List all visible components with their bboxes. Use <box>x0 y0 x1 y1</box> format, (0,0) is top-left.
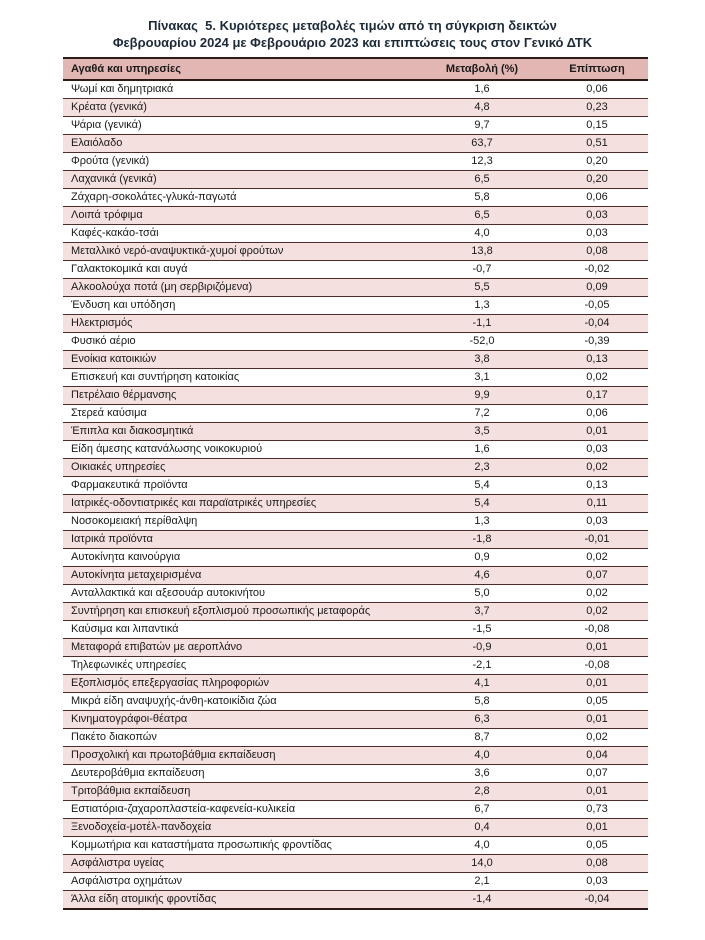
goods-cell: Φαρμακευτικά προϊόντα <box>63 477 418 495</box>
impact-cell: 0,01 <box>546 819 648 837</box>
change-cell: 3,1 <box>418 369 546 387</box>
change-cell: 7,2 <box>418 405 546 423</box>
goods-cell: Ψάρια (γενικά) <box>63 117 418 135</box>
table-body <box>63 80 648 909</box>
goods-cell: Αυτοκίνητα καινούργια <box>63 549 418 567</box>
page-title-line-2: Φεβρουαρίου 2024 με Φεβρουάριο 2023 και επιπτώσεις τους στον Γενικό ΔΤΚ <box>112 35 593 50</box>
impact-cell: 0,13 <box>546 477 648 495</box>
price-changes-table <box>63 57 648 910</box>
change-cell: 5,8 <box>418 693 546 711</box>
table-row <box>63 351 648 369</box>
goods-cell: Πετρέλαιο θέρμανσης <box>63 387 418 405</box>
table-row <box>63 729 648 747</box>
change-cell: -1,4 <box>418 891 546 910</box>
col-header-impact: Επίπτωση <box>546 58 648 80</box>
goods-cell: Δευτεροβάθμια εκπαίδευση <box>63 765 418 783</box>
goods-cell: Φυσικό αέριο <box>63 333 418 351</box>
col-header-goods: Αγαθά και υπηρεσίες <box>63 58 418 80</box>
table-row <box>63 171 648 189</box>
change-cell: 9,9 <box>418 387 546 405</box>
change-cell: 5,4 <box>418 477 546 495</box>
goods-cell: Άλλα είδη ατομικής φροντίδας <box>63 891 418 910</box>
goods-cell: Καύσιμα και λιπαντικά <box>63 621 418 639</box>
goods-cell: Φρούτα (γενικά) <box>63 153 418 171</box>
table-row <box>63 837 648 855</box>
impact-cell: 0,06 <box>546 189 648 207</box>
change-cell: -1,5 <box>418 621 546 639</box>
goods-cell: Εξοπλισμός επεξεργασίας πληροφοριών <box>63 675 418 693</box>
table-row <box>63 801 648 819</box>
table-row <box>63 873 648 891</box>
change-cell: 12,3 <box>418 153 546 171</box>
table-row <box>63 315 648 333</box>
change-cell: 6,3 <box>418 711 546 729</box>
col-header-change: Μεταβολή (%) <box>418 58 546 80</box>
impact-cell: 0,03 <box>546 513 648 531</box>
change-cell: 0,9 <box>418 549 546 567</box>
goods-cell: Λαχανικά (γενικά) <box>63 171 418 189</box>
table-row <box>63 135 648 153</box>
table-row <box>63 549 648 567</box>
change-cell: 1,6 <box>418 441 546 459</box>
impact-cell: 0,08 <box>546 855 648 873</box>
impact-cell: 0,17 <box>546 387 648 405</box>
table-row <box>63 459 648 477</box>
impact-cell: 0,20 <box>546 171 648 189</box>
change-cell: 3,8 <box>418 351 546 369</box>
impact-cell: 0,15 <box>546 117 648 135</box>
change-cell: 0,4 <box>418 819 546 837</box>
impact-cell: 0,06 <box>546 405 648 423</box>
goods-cell: Νοσοκομειακή περίθαλψη <box>63 513 418 531</box>
goods-cell: Στερεά καύσιμα <box>63 405 418 423</box>
table-row <box>63 297 648 315</box>
impact-cell: 0,03 <box>546 225 648 243</box>
table-header-row <box>63 58 648 80</box>
impact-cell: 0,02 <box>546 585 648 603</box>
impact-cell: 0,20 <box>546 153 648 171</box>
impact-cell: 0,02 <box>546 729 648 747</box>
impact-cell: -0,02 <box>546 261 648 279</box>
table-row <box>63 585 648 603</box>
impact-cell: 0,01 <box>546 783 648 801</box>
table-row <box>63 423 648 441</box>
goods-cell: Ξενοδοχεία-μοτέλ-πανδοχεία <box>63 819 418 837</box>
change-cell: -0,7 <box>418 261 546 279</box>
table-row <box>63 783 648 801</box>
goods-cell: Έπιπλα και διακοσμητικά <box>63 423 418 441</box>
change-cell: 8,7 <box>418 729 546 747</box>
change-cell: 3,7 <box>418 603 546 621</box>
goods-cell: Είδη άμεσης κατανάλωσης νοικοκυριού <box>63 441 418 459</box>
goods-cell: Ιατρικές-οδοντιατρικές και παραϊατρικές υπηρεσίες <box>63 495 418 513</box>
impact-cell: 0,08 <box>546 243 648 261</box>
change-cell: 4,0 <box>418 225 546 243</box>
impact-cell: 0,23 <box>546 99 648 117</box>
goods-cell: Ελαιόλαδο <box>63 135 418 153</box>
goods-cell: Τηλεφωνικές υπηρεσίες <box>63 657 418 675</box>
table-row <box>63 387 648 405</box>
goods-cell: Κινηματογράφοι-θέατρα <box>63 711 418 729</box>
change-cell: 5,0 <box>418 585 546 603</box>
impact-cell: 0,11 <box>546 495 648 513</box>
change-cell: 6,5 <box>418 171 546 189</box>
table-row <box>63 369 648 387</box>
change-cell: 4,6 <box>418 567 546 585</box>
goods-cell: Γαλακτοκομικά και αυγά <box>63 261 418 279</box>
change-cell: 63,7 <box>418 135 546 153</box>
impact-cell: -0,39 <box>546 333 648 351</box>
table-row <box>63 855 648 873</box>
table-row <box>63 225 648 243</box>
table-row <box>63 747 648 765</box>
impact-cell: 0,02 <box>546 369 648 387</box>
table-row <box>63 207 648 225</box>
table-row <box>63 99 648 117</box>
goods-cell: Μεταλλικό νερό-αναψυκτικά-χυμοί φρούτων <box>63 243 418 261</box>
table-row <box>63 441 648 459</box>
change-cell: 3,5 <box>418 423 546 441</box>
change-cell: 13,8 <box>418 243 546 261</box>
impact-cell: -0,01 <box>546 531 648 549</box>
table-row <box>63 261 648 279</box>
change-cell: -1,8 <box>418 531 546 549</box>
table-row <box>63 621 648 639</box>
table-row <box>63 513 648 531</box>
goods-cell: Αυτοκίνητα μεταχειρισμένα <box>63 567 418 585</box>
page-title-line-1: Πίνακας 5. Κυριότερες μεταβολές τιμών από τη σύγκριση δεικτών <box>148 18 557 33</box>
goods-cell: Αλκοολούχα ποτά (μη σερβιριζόμενα) <box>63 279 418 297</box>
change-cell: 2,3 <box>418 459 546 477</box>
goods-cell: Συντήρηση και επισκευή εξοπλισμού προσωπικής μεταφοράς <box>63 603 418 621</box>
impact-cell: 0,01 <box>546 639 648 657</box>
impact-cell: 0,01 <box>546 423 648 441</box>
goods-cell: Μεταφορά επιβατών με αεροπλάνο <box>63 639 418 657</box>
impact-cell: 0,03 <box>546 873 648 891</box>
change-cell: 2,1 <box>418 873 546 891</box>
change-cell: 4,8 <box>418 99 546 117</box>
impact-cell: 0,09 <box>546 279 648 297</box>
table-row <box>63 117 648 135</box>
goods-cell: Οικιακές υπηρεσίες <box>63 459 418 477</box>
impact-cell: -0,05 <box>546 297 648 315</box>
change-cell: 5,4 <box>418 495 546 513</box>
goods-cell: Ψωμί και δημητριακά <box>63 80 418 99</box>
goods-cell: Ένδυση και υπόδηση <box>63 297 418 315</box>
change-cell: -1,1 <box>418 315 546 333</box>
change-cell: -2,1 <box>418 657 546 675</box>
impact-cell: -0,08 <box>546 621 648 639</box>
impact-cell: 0,02 <box>546 603 648 621</box>
impact-cell: 0,03 <box>546 441 648 459</box>
goods-cell: Προσχολική και πρωτοβάθμια εκπαίδευση <box>63 747 418 765</box>
goods-cell: Ενοίκια κατοικιών <box>63 351 418 369</box>
table-row <box>63 189 648 207</box>
goods-cell: Ηλεκτρισμός <box>63 315 418 333</box>
impact-cell: 0,04 <box>546 747 648 765</box>
goods-cell: Ασφάλιστρα υγείας <box>63 855 418 873</box>
table-row <box>63 675 648 693</box>
change-cell: 2,8 <box>418 783 546 801</box>
impact-cell: 0,01 <box>546 675 648 693</box>
change-cell: -0,9 <box>418 639 546 657</box>
table-row <box>63 711 648 729</box>
goods-cell: Κρέατα (γενικά) <box>63 99 418 117</box>
impact-cell: 0,51 <box>546 135 648 153</box>
table-row <box>63 603 648 621</box>
impact-cell: 0,13 <box>546 351 648 369</box>
table-row <box>63 531 648 549</box>
impact-cell: 0,03 <box>546 207 648 225</box>
table-row <box>63 80 648 99</box>
impact-cell: 0,73 <box>546 801 648 819</box>
impact-cell: 0,02 <box>546 549 648 567</box>
change-cell: 6,5 <box>418 207 546 225</box>
change-cell: 1,3 <box>418 297 546 315</box>
table-row <box>63 495 648 513</box>
impact-cell: -0,04 <box>546 315 648 333</box>
table-row <box>63 657 648 675</box>
change-cell: 4,1 <box>418 675 546 693</box>
change-cell: 6,7 <box>418 801 546 819</box>
table-row <box>63 243 648 261</box>
goods-cell: Τριτοβάθμια εκπαίδευση <box>63 783 418 801</box>
impact-cell: 0,05 <box>546 837 648 855</box>
impact-cell: 0,06 <box>546 80 648 99</box>
table-row <box>63 405 648 423</box>
change-cell: 4,0 <box>418 747 546 765</box>
change-cell: 1,3 <box>418 513 546 531</box>
table-header <box>63 58 648 80</box>
change-cell: 14,0 <box>418 855 546 873</box>
change-cell: 3,6 <box>418 765 546 783</box>
change-cell: 1,6 <box>418 80 546 99</box>
impact-cell: 0,07 <box>546 765 648 783</box>
goods-cell: Επισκευή και συντήρηση κατοικίας <box>63 369 418 387</box>
change-cell: 9,7 <box>418 117 546 135</box>
goods-cell: Καφές-κακάο-τσάι <box>63 225 418 243</box>
goods-cell: Ασφάλιστρα οχημάτων <box>63 873 418 891</box>
impact-cell: -0,04 <box>546 891 648 910</box>
impact-cell: 0,01 <box>546 711 648 729</box>
goods-cell: Κομμωτήρια και καταστήματα προσωπικής φροντίδας <box>63 837 418 855</box>
table-row <box>63 819 648 837</box>
table-row <box>63 477 648 495</box>
impact-cell: -0,08 <box>546 657 648 675</box>
goods-cell: Ζάχαρη-σοκολάτες-γλυκά-παγωτά <box>63 189 418 207</box>
impact-cell: 0,02 <box>546 459 648 477</box>
goods-cell: Εστιατόρια-ζαχαροπλαστεία-καφενεία-κυλικεία <box>63 801 418 819</box>
change-cell: 4,0 <box>418 837 546 855</box>
change-cell: -52,0 <box>418 333 546 351</box>
change-cell: 5,5 <box>418 279 546 297</box>
table-row <box>63 891 648 910</box>
table-row <box>63 639 648 657</box>
table-row <box>63 765 648 783</box>
goods-cell: Ανταλλακτικά και αξεσουάρ αυτοκινήτου <box>63 585 418 603</box>
table-row <box>63 153 648 171</box>
goods-cell: Πακέτο διακοπών <box>63 729 418 747</box>
impact-cell: 0,05 <box>546 693 648 711</box>
goods-cell: Ιατρικά προϊόντα <box>63 531 418 549</box>
goods-cell: Λοιπά τρόφιμα <box>63 207 418 225</box>
goods-cell: Μικρά είδη αναψυχής-άνθη-κατοικίδια ζώα <box>63 693 418 711</box>
table-row <box>63 567 648 585</box>
page-title <box>30 17 675 51</box>
table-row <box>63 693 648 711</box>
impact-cell: 0,07 <box>546 567 648 585</box>
table-row <box>63 333 648 351</box>
table-row <box>63 279 648 297</box>
change-cell: 5,8 <box>418 189 546 207</box>
